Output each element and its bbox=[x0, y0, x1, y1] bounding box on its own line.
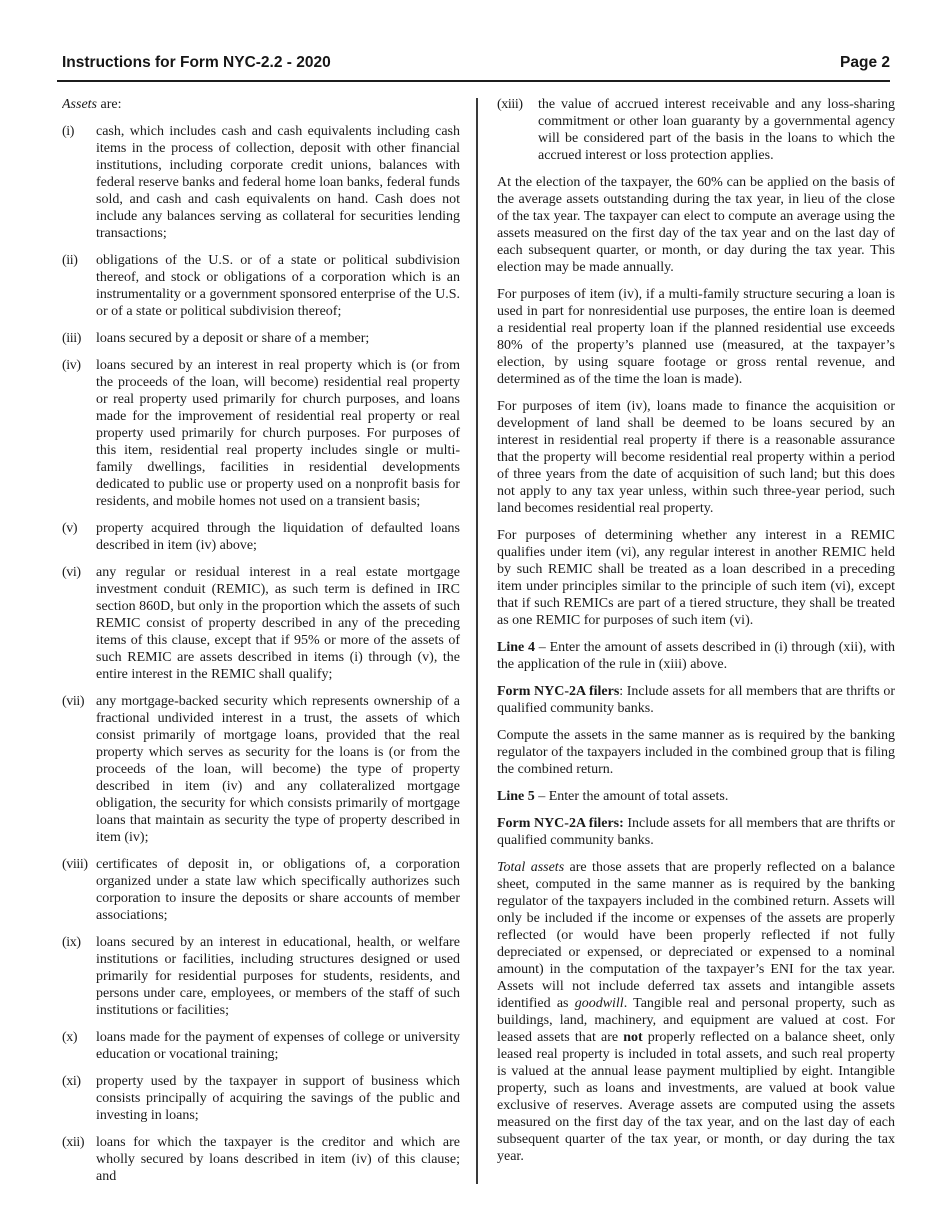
paragraph bbox=[497, 788, 895, 805]
text-segment: properly reflected on a balance sheet, only leased real property is included in total assets, and such real property is valued at the annual lease payment multiplied by eight. Intangible property, such as loans and investments, are valued at book value exclusive of reserves. Average assets are computed using the assets measured on the first day of the tax year, and on the last day of each subsequent quarter of the tax year, or month, or day during the tax year. bbox=[497, 1030, 895, 1164]
list-item bbox=[497, 96, 895, 164]
list-item bbox=[62, 520, 460, 554]
text-segment: At the election of the taxpayer, the 60% can be applied on the basis of the average assets outstanding during the tax year, in lieu of the close of the tax year. The taxpayer can elect to compute an average using the assets measured on the first day of the tax year and on the last day of each subsequent quarter, or month, or day during the tax year. This election may be made annually. bbox=[497, 175, 895, 275]
text-segment: loans secured by an interest in educational, health, or welfare institutions or facilities, including structures designed or used primarily for residential purposes for students, residents, and persons under care, employees, or members of the staff of such institutions or facilities; bbox=[96, 935, 460, 1018]
text-segment: loans made for the payment of expenses of college or university education or vocational training; bbox=[96, 1030, 460, 1062]
left-column bbox=[62, 96, 460, 1192]
paragraph bbox=[497, 286, 895, 388]
paragraph bbox=[497, 815, 895, 849]
paragraph bbox=[497, 398, 895, 517]
form-title: Instructions for Form NYC-2.2 - 2020 bbox=[62, 54, 331, 71]
list-item bbox=[62, 330, 460, 347]
right-column bbox=[497, 96, 895, 1192]
item-label: (xiii) bbox=[497, 97, 523, 112]
text-segment: Total assets bbox=[497, 860, 565, 875]
column-divider bbox=[476, 98, 478, 1184]
item-text bbox=[96, 1029, 460, 1063]
list-item bbox=[62, 934, 460, 1019]
item-label: (ix) bbox=[62, 935, 81, 950]
item-label: (ii) bbox=[62, 253, 78, 268]
item-label: (iii) bbox=[62, 331, 81, 346]
item-text bbox=[96, 934, 460, 1019]
paragraph bbox=[497, 639, 895, 673]
item-text bbox=[96, 252, 460, 320]
item-label: (xi) bbox=[62, 1074, 81, 1089]
text-segment: . Tangible real and personal property, such as buildings, land, machinery, and equipment are valued at cost. For leased assets that are bbox=[497, 996, 895, 1045]
list-item bbox=[62, 1134, 460, 1185]
text-segment: Assets bbox=[62, 97, 97, 112]
item-label: (vii) bbox=[62, 694, 85, 709]
text-segment: For purposes of item (iv), if a multi-family structure securing a loan is used in part for nonresidential use purposes, the entire loan is deemed a residential real property loan if the planned residential use exceeds 80% of the property’s planned use (measured, at the taxpayer’s election, by using square footage or gross rental revenue, and determined as of the time the loan is made). bbox=[497, 287, 895, 387]
text-segment: are those assets that are properly reflected on a balance sheet, computed in the same manner as is required by the banking regulator of the taxpayers included in the combined return. Assets will only be included if the income or expenses of the assets are properly reflected (or would have been properly reflected if not fully depreciated or expensed, or depreciated or expensed to a nominal amount) in the computation of the taxpayer’s ENI for the tax year. Assets will not include deferred tax assets and intangible assets identified as bbox=[497, 860, 895, 1011]
item-label: (viii) bbox=[62, 857, 88, 872]
text-segment: For purposes of item (iv), loans made to finance the acquisition or development of land shall be deemed to be loans secured by an interest in residential real property if there is a reasonable assurance that the property will become residential real property within a period of three years from the date of acquisition of such land; but this does not apply to any tax year unless, within such three-year period, such land becomes residential real property. bbox=[497, 399, 895, 516]
text-segment: Compute the assets in the same manner as is required by the banking regulator of the taxpayers included in the combined group that is filing the combined return. bbox=[497, 728, 895, 777]
text-segment: : Include assets for all members that are thrifts or qualified community banks. bbox=[497, 684, 895, 716]
list-item bbox=[62, 564, 460, 683]
text-segment: not bbox=[623, 1030, 643, 1045]
item-label: (x) bbox=[62, 1030, 78, 1045]
paragraph bbox=[497, 527, 895, 629]
text-segment: loans secured by an interest in real property which is (or from the proceeds of the loan, will become) residential real property or real property used primarily for church purposes, and loans made for the improvement of residential real property or real property used primarily for church purposes. For purposes of this item, residential real property includes single or multi-family dwellings, facilities in residential developments dedicated to public use or property used on a nonprofit basis for residents, and mobile homes not used on a transient basis; bbox=[96, 358, 460, 509]
text-segment: Form NYC-2A filers bbox=[497, 684, 620, 699]
text-segment: any mortgage-backed security which represents ownership of a fractional undivided interest in a trust, the assets of which consist primarily of mortgage loans, provided that the real property which serves as security for the loans is (or from the proceeds of the loan, will become) the type of property described in item (iv) and any collateralized mortgage obligation, the security for which consists primarily of mortgage loans that maintain as security the type of property described in item (iv); bbox=[96, 694, 460, 845]
text-segment: loans secured by a deposit or share of a member; bbox=[96, 331, 370, 346]
item-text bbox=[96, 856, 460, 924]
list-item bbox=[62, 1073, 460, 1124]
text-segment: cash, which includes cash and cash equivalents including cash items in the process of collection, deposit with other financial institutions, including corporate credit unions, balances with federal reserve banks and federal home loan banks, federal funds sold, and cash and cash equivalents on hand. Cash does not include any balances serving as collateral for securities lending transactions; bbox=[96, 124, 460, 241]
paragraph bbox=[497, 727, 895, 778]
text-segment: the value of accrued interest receivable and any loss-sharing commitment or other loan guaranty by a governmental agency will be considered part of the basis in the loans to which the accrued interest or loss protection applies. bbox=[538, 97, 895, 163]
item-text bbox=[96, 357, 460, 510]
list-item bbox=[62, 252, 460, 320]
item-text bbox=[96, 330, 460, 347]
text-segment: loans for which the taxpayer is the creditor and which are wholly secured by loans described in item (iv) of this clause; and bbox=[96, 1135, 460, 1184]
paragraph bbox=[497, 683, 895, 717]
paragraph bbox=[497, 174, 895, 276]
text-segment: certificates of deposit in, or obligations of, a corporation organized under a state law which specifically authorizes such corporation to insure the deposits or share accounts of member associations; bbox=[96, 857, 460, 923]
text-segment: Line 5 bbox=[497, 789, 535, 804]
item-text bbox=[96, 693, 460, 846]
page-number: Page 2 bbox=[840, 54, 890, 71]
text-segment: – Enter the amount of assets described in (i) through (xii), with the application of the rule in (xiii) above. bbox=[497, 640, 895, 672]
text-segment: obligations of the U.S. or of a state or political subdivision thereof, and stock or obligations of a corporation which is an instrumentality or a government sponsored enterprise of the U.S. or of a state or political subdivision thereof; bbox=[96, 253, 460, 319]
text-segment: Line 4 bbox=[497, 640, 536, 655]
paragraph bbox=[62, 96, 460, 113]
item-label: (vi) bbox=[62, 565, 81, 580]
text-segment: For purposes of determining whether any interest in a REMIC qualifies under item (vi), any regular interest in another REMIC held by such REMIC shall be treated as a loan described in a preceding item under principles similar to the principle of such item (vi), except that if such REMICs are part of a tiered structure, they shall be treated as one REMIC for purposes of such item (vi). bbox=[497, 528, 895, 628]
item-text bbox=[96, 564, 460, 683]
list-item bbox=[62, 123, 460, 242]
item-text bbox=[96, 123, 460, 242]
two-column-body bbox=[62, 96, 895, 1192]
text-segment: property used by the taxpayer in support of business which consists principally of acquiring the savings of the public and investing in loans; bbox=[96, 1074, 460, 1123]
list-item bbox=[62, 357, 460, 510]
item-label: (v) bbox=[62, 521, 78, 536]
text-segment: any regular or residual interest in a real estate mortgage investment conduit (REMIC), as such term is defined in IRC section 860D, but only in the proportion which the assets of such REMIC consist of property described in any of the preceding items of this clause, except that if 95% or more of the assets of such REMIC are assets described in items (i) through (v), the entire interest in the REMIC shall qualify; bbox=[96, 565, 460, 682]
list-item bbox=[62, 856, 460, 924]
text-segment: Form NYC-2A filers: bbox=[497, 816, 624, 831]
item-text bbox=[96, 520, 460, 554]
text-segment: Include assets for all members that are thrifts or qualified community banks. bbox=[497, 816, 895, 848]
paragraph bbox=[497, 859, 895, 1165]
page-header bbox=[57, 54, 890, 82]
text-segment: are: bbox=[97, 97, 122, 112]
item-label: (iv) bbox=[62, 358, 81, 373]
text-segment: property acquired through the liquidation of defaulted loans described in item (iv) above; bbox=[96, 521, 460, 553]
item-text bbox=[96, 1073, 460, 1124]
text-segment: goodwill bbox=[574, 996, 624, 1011]
list-item bbox=[62, 693, 460, 846]
item-label: (i) bbox=[62, 124, 75, 139]
item-label: (xii) bbox=[62, 1135, 85, 1150]
text-segment: – Enter the amount of total assets. bbox=[534, 789, 729, 804]
item-text bbox=[538, 96, 895, 164]
list-item bbox=[62, 1029, 460, 1063]
item-text bbox=[96, 1134, 460, 1185]
